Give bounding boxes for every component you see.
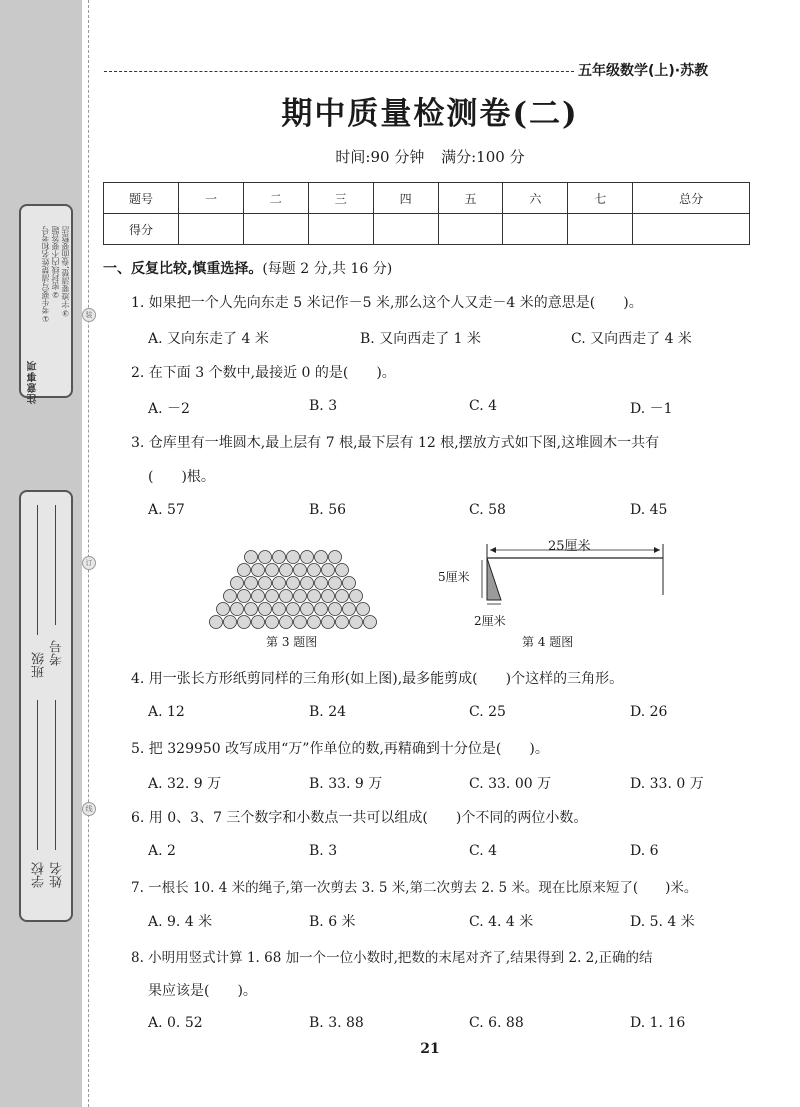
log-circle (266, 564, 279, 577)
cut-dot-1: 装 (82, 308, 96, 322)
q5-option-a: A. 32. 9 万 (148, 776, 222, 792)
log-circle (287, 603, 300, 616)
score-cell[interactable] (438, 214, 503, 245)
log-circle (266, 616, 279, 629)
log-circle (266, 590, 279, 603)
question-7: 7. 一根长 10. 4 米的绳子,第一次剪去 3. 5 米,第二次剪去 2. 5 米。现在比原来短了( )米。 (131, 880, 698, 896)
log-circle (322, 590, 335, 603)
fig4-base-label: 2厘米 (474, 614, 506, 628)
score-cell[interactable] (373, 214, 438, 245)
question-2: 2. 在下面 3 个数中,最接近 0 的是( )。 (131, 365, 396, 381)
score-cell[interactable] (243, 214, 308, 245)
score-table-header-row (104, 183, 750, 214)
fig4-height-label: 5厘米 (438, 570, 470, 584)
exam-number-label: 考号 (50, 640, 65, 666)
log-circle (308, 616, 321, 629)
log-circle (357, 603, 370, 616)
log-circle (224, 616, 237, 629)
question-6: 6. 用 0、3、7 三个数字和小数点一共可以组成( )个不同的两位小数。 (131, 810, 588, 826)
school-line (37, 700, 38, 850)
q3-option-c: C. 58 (469, 502, 506, 518)
log-circle (280, 564, 293, 577)
cell-header: 总分 (633, 183, 750, 214)
q8-option-d: D. 1. 16 (630, 1015, 686, 1031)
notice-line-1: ①考生要写清楚姓名和考号 (41, 226, 50, 323)
log-circle (245, 551, 258, 564)
log-circle (364, 616, 377, 629)
question-3: 3. 仓库里有一堆圆木,最上层有 7 根,最下层有 12 根,摆放方式如下图,这堆圆木一共有 (131, 435, 660, 451)
log-circle (273, 603, 286, 616)
q2-option-d: D. －1 (630, 401, 673, 417)
log-circle (238, 590, 251, 603)
name-label: 姓名 (50, 862, 65, 888)
q7-option-c: C. 4. 4 米 (469, 914, 534, 930)
q4-option-c: C. 25 (469, 704, 506, 720)
cut-dot-3: 线 (82, 802, 96, 816)
log-circle (294, 564, 307, 577)
log-circle (301, 577, 314, 590)
log-circle (231, 577, 244, 590)
q1-option-b: B. 又向西走了 1 米 (360, 331, 481, 347)
log-circle (287, 551, 300, 564)
log-circle (343, 603, 356, 616)
log-circle (245, 577, 258, 590)
log-circle (280, 616, 293, 629)
fig3-caption: 第 3 题图 (266, 635, 318, 649)
cell-header: 五 (438, 183, 503, 214)
name-line (55, 700, 56, 850)
cell-header: 一 (179, 183, 244, 214)
q3-option-a: A. 57 (148, 502, 185, 518)
log-circle (336, 590, 349, 603)
q8-option-b: B. 3. 88 (309, 1015, 364, 1031)
cell-header: 七 (568, 183, 633, 214)
notice-line-2: ②密封线内不要答题 (51, 226, 60, 299)
log-circle (217, 603, 230, 616)
score-table-score-row (104, 214, 750, 245)
log-circle (343, 577, 356, 590)
q4-option-d: D. 26 (630, 704, 668, 720)
log-circle (308, 590, 321, 603)
q5-option-c: C. 33. 00 万 (469, 776, 552, 792)
q6-option-a: A. 2 (148, 843, 176, 859)
score-table (103, 182, 750, 245)
q5-option-d: D. 33. 0 万 (630, 776, 704, 792)
q5-option-b: B. 33. 9 万 (309, 776, 383, 792)
question-4: 4. 用一张长方形纸剪同样的三角形(如上图),最多能剪成( )个这样的三角形。 (131, 671, 624, 687)
q7-option-a: A. 9. 4 米 (148, 914, 213, 930)
cut-dot-2: 订 (82, 556, 96, 570)
log-circle (315, 551, 328, 564)
q6-option-c: C. 4 (469, 843, 498, 859)
score-cell[interactable] (568, 214, 633, 245)
exam-number-line (55, 505, 56, 625)
log-circle (294, 590, 307, 603)
log-circle (336, 616, 349, 629)
log-circle (252, 590, 265, 603)
section-note: (每题 2 分,共 16 分) (262, 261, 393, 277)
notice-line-3: ③字迹要清楚,卷面要整洁 (61, 226, 70, 318)
cell-header: 题号 (104, 183, 179, 214)
log-circle (322, 564, 335, 577)
section-heading (103, 258, 392, 278)
log-circle (322, 616, 335, 629)
log-circle (301, 603, 314, 616)
log-circle (231, 603, 244, 616)
q6-option-b: B. 3 (309, 843, 338, 859)
q4-option-a: A. 12 (148, 704, 185, 720)
q8-option-a: A. 0. 52 (148, 1015, 203, 1031)
log-circle (273, 577, 286, 590)
notice-title: 注意事项 (28, 360, 39, 404)
header-subject: 五年级数学(上)·苏教 (578, 63, 709, 79)
cell-score-label: 得分 (104, 214, 179, 245)
question-3-cont: ( )根。 (148, 469, 215, 485)
log-circle (238, 616, 251, 629)
log-circle (252, 564, 265, 577)
log-circle (336, 564, 349, 577)
log-circle (245, 603, 258, 616)
log-circle (259, 551, 272, 564)
q7-option-b: B. 6 米 (309, 914, 356, 930)
log-circle (350, 590, 363, 603)
exam-info (0, 146, 800, 167)
log-circle (350, 616, 363, 629)
student-info-box (19, 490, 73, 922)
question-5: 5. 把 329950 改写成用“万”作单位的数,再精确到十分位是( )。 (131, 741, 549, 757)
log-circle (315, 577, 328, 590)
score-cell[interactable] (308, 214, 373, 245)
header-dashed-rule (104, 71, 574, 72)
cell-header: 六 (503, 183, 568, 214)
exam-time: 时间:90 分钟 (335, 148, 425, 166)
log-circle (210, 616, 223, 629)
log-circle (329, 551, 342, 564)
q2-option-b: B. 3 (309, 398, 338, 414)
log-circle (224, 590, 237, 603)
score-cell[interactable] (179, 214, 244, 245)
length-arrow-right (654, 547, 660, 553)
question-8: 8. 小明用竖式计算 1. 68 加一个一位小数时,把数的末尾对齐了,结果得到 2. 2,正确的结 (131, 950, 653, 966)
log-circle (315, 603, 328, 616)
section-title: 一、反复比较,慎重选择。 (103, 261, 263, 277)
log-circle (287, 577, 300, 590)
exam-full-score: 满分:100 分 (441, 148, 525, 166)
q8-option-c: C. 6. 88 (469, 1015, 524, 1031)
q2-option-a: A. －2 (148, 401, 190, 417)
q3-option-d: D. 45 (630, 502, 668, 518)
cell-header: 四 (373, 183, 438, 214)
cell-header: 二 (243, 183, 308, 214)
cut-triangle (487, 558, 501, 600)
log-circle (329, 603, 342, 616)
log-circle (308, 564, 321, 577)
log-circle (301, 551, 314, 564)
q2-option-c: C. 4 (469, 398, 498, 414)
log-circle (259, 603, 272, 616)
page-number: 21 (420, 1041, 440, 1057)
q6-option-d: D. 6 (630, 843, 659, 859)
q4-option-b: B. 24 (309, 704, 347, 720)
q1-option-c: C. 又向西走了 4 米 (571, 331, 692, 347)
log-circle (280, 590, 293, 603)
log-circle (238, 564, 251, 577)
class-line (37, 505, 38, 635)
fig4-caption: 第 4 题图 (522, 635, 574, 649)
question-1: 1. 如果把一个人先向东走 5 米记作－5 米,那么这个人又走－4 米的意思是( )。 (131, 295, 643, 311)
log-circle (273, 551, 286, 564)
q1-option-a: A. 又向东走了 4 米 (148, 331, 269, 347)
log-pile-figure (208, 540, 378, 640)
log-circle (259, 577, 272, 590)
page-title: 期中质量检测卷(二) (281, 96, 579, 132)
log-circle (252, 616, 265, 629)
question-8-cont: 果应该是( )。 (148, 983, 257, 999)
score-cell[interactable] (503, 214, 568, 245)
log-circle (329, 577, 342, 590)
cell-header: 三 (308, 183, 373, 214)
fig4-length-label: 25厘米 (548, 539, 591, 554)
q3-option-b: B. 56 (309, 502, 347, 518)
score-cell[interactable] (633, 214, 750, 245)
q7-option-d: D. 5. 4 米 (630, 914, 695, 930)
school-label: 学校 (32, 862, 47, 888)
class-label: 班级 (32, 652, 47, 678)
log-circle (294, 616, 307, 629)
length-arrow-left (490, 547, 496, 553)
